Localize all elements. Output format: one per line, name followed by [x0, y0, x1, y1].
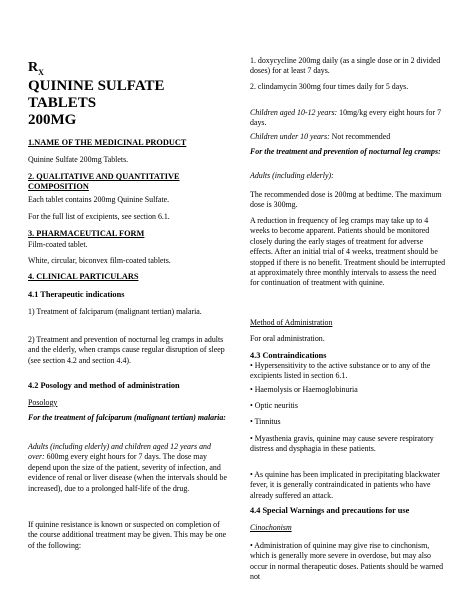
- falciparum-heading: For the treatment of falciparum (malignant tertian) malaria:: [28, 413, 226, 422]
- rx-symbol: $R_X$: [28, 60, 44, 77]
- adults-dosing-text: Adults (including elderly) and children aged 12 years and over: 600mg every eight hours for 7 days. The dose may depend upon the size of the patient, severity of infection, and evidence of renal or liver disease (when the intervals should be increased), due to a prolonged half-life of the drug.: [28, 442, 227, 493]
- treatment-option-1: 1. doxycycline 200mg daily (as a single dose or in 2 divided doses) for at least 7 days.: [250, 56, 441, 76]
- oral-administration-text: For oral administration.: [250, 334, 325, 343]
- section-1-text: Quinine Sulfate 200mg Tablets.: [28, 155, 129, 164]
- resistance-text: If quinine resistance is known or suspected on completion of the course additional treatment may be given. This may be one of the following:: [28, 520, 227, 550]
- indication-2-text: 2) Treatment and prevention of nocturnal leg cramps in adults and the elderly, when cramps cause regular disruption of sleep (see section 4.2 and section 4.4).: [28, 335, 225, 365]
- cinchonism-text: • Administration of quinine may give rise to cinchonism, which is generally more severe in overdose, but may also occur in normal therapeutic doses. Patients should be warned not: [250, 541, 444, 582]
- section-4-4-heading: 4.4 Special Warnings and precautions for use: [250, 506, 410, 515]
- title-line-2: TABLETS: [28, 95, 97, 111]
- section-4-2-heading: 4.2 Posology and method of administration: [28, 381, 180, 390]
- contraindication-item: • As quinine has been implicated in precipitating blackwater fever, it is generally contraindicated in patients who have already suffered an attack.: [250, 470, 440, 500]
- method-of-administration-label: Method of Administration: [250, 318, 333, 327]
- section-4-3-heading: 4.3 Contraindications: [250, 351, 327, 360]
- contraindication-item: • Haemolysis or Haemoglobinuria: [250, 385, 358, 394]
- section-4-1-heading: 4.1 Therapeutic indications: [28, 290, 125, 299]
- section-3-heading: 3. PHARMACEUTICAL FORM: [28, 229, 145, 238]
- section-2-text-2: For the full list of excipients, see section 6.1.: [28, 212, 170, 221]
- children-under-10-dosing: Children under 10 years: Not recommended: [250, 132, 391, 141]
- contraindication-item: • Tinnitus: [250, 417, 281, 426]
- reduction-text: A reduction in frequency of leg cramps may take up to 4 weeks to become apparent. Patients should be monitored closely during the early stages of treatment for adverse effects. After an initial trial of 4 weeks, treatment should be stopped if there is no benefit. Treatment should be interrupted at approximately three monthly intervals to assess the need for continuation of treatment with quinine.: [250, 216, 446, 288]
- recommended-dose-text: The recommended dose is 200mg at bedtime. The maximum dose is 300mg.: [250, 190, 442, 210]
- section-3-text-1: Film-coated tablet.: [28, 240, 88, 249]
- contraindication-item: • Myasthenia gravis, quinine may cause severe respiratory distress and dysphagia in these patients.: [250, 434, 434, 454]
- contraindication-item: • Hypersensitivity to the active substance or to any of the excipients listed in section 6.1.: [250, 361, 431, 381]
- section-2-text-1: Each tablet contains 200mg Quinine Sulfate.: [28, 195, 170, 204]
- cinchonism-label: Cinochonism: [250, 523, 292, 532]
- leg-cramps-heading: For the treatment and prevention of nocturnal leg cramps:: [250, 147, 441, 156]
- posology-label: Posology: [28, 398, 58, 407]
- adults-elderly-label: Adults (including elderly):: [250, 171, 334, 180]
- contraindication-item: • Optic neuritis: [250, 401, 298, 410]
- title-line-1: QUININE SULFATE: [28, 78, 165, 94]
- section-2-heading: 2. QUALITATIVE AND QUANTITATIVE COMPOSITION: [28, 172, 180, 191]
- title-line-3: 200MG: [28, 112, 77, 128]
- section-1-heading: 1.NAME OF THE MEDICINAL PRODUCT: [28, 138, 187, 147]
- children-10-12-dosing: Children aged 10-12 years: 10mg/kg every eight hours for 7 days.: [250, 108, 442, 128]
- indication-1-text: 1) Treatment of falciparum (malignant tertian) malaria.: [28, 307, 202, 316]
- product-title: [28, 78, 165, 129]
- section-4-heading: 4. CLINICAL PARTICULARS: [28, 272, 139, 281]
- treatment-option-2: 2. clindamycin 300mg four times daily for 5 days.: [250, 82, 409, 91]
- section-3-text-2: White, circular, biconvex film-coated tablets.: [28, 256, 171, 265]
